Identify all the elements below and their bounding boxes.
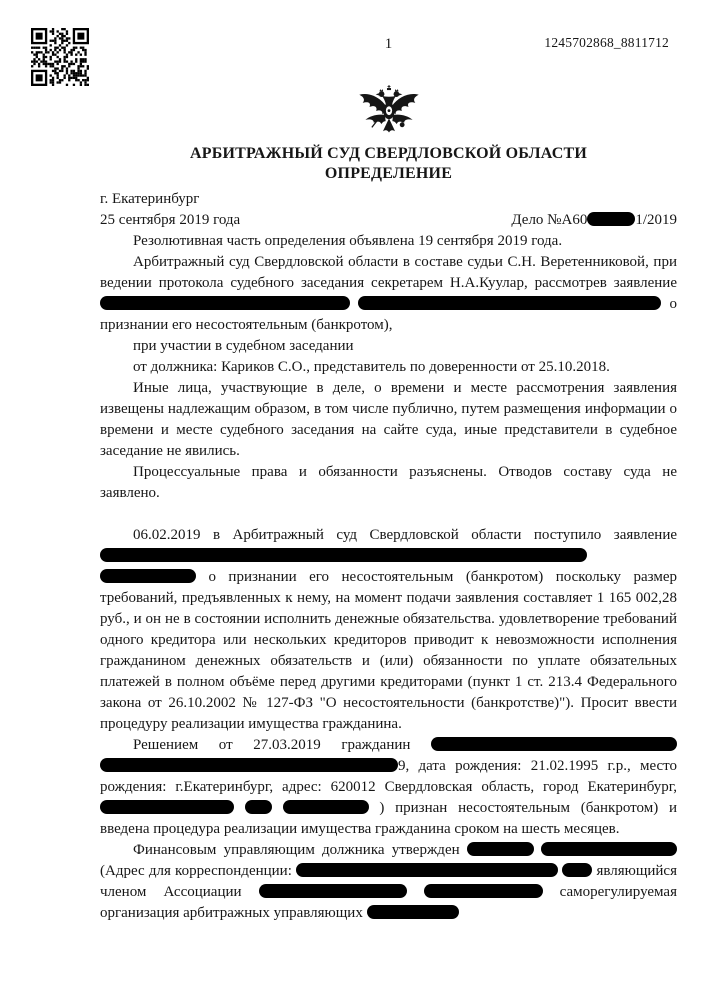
text-segment: Финансовым управляющим должника утвержден	[133, 842, 467, 858]
text-segment: от должника: Кариков С.О., представитель по доверенности от 25.10.2018.	[133, 359, 610, 375]
date-line: 25 сентября 2019 года	[100, 212, 241, 228]
redaction-bar	[562, 863, 592, 877]
document-type-title: ОПРЕДЕЛЕНИЕ	[324, 165, 453, 182]
redaction-bar	[100, 548, 587, 562]
paragraph	[100, 840, 677, 924]
redaction-bar	[587, 212, 635, 226]
paragraph	[100, 462, 677, 504]
text-segment: 9, дата рождения: 21.02.1995 г.р., место рождения: г.Екатеринбург, адрес: 620012 Свердловская область, город Екатеринбург,	[100, 758, 677, 795]
paragraph	[100, 357, 677, 378]
court-name: АРБИТРАЖНЫЙ СУД СВЕРДЛОВСКОЙ ОБЛАСТИ	[189, 145, 588, 162]
text-segment: Иные лица, участвующие в деле, о времени и месте рассмотрения заявления извещены надлежащим образом, в том числе публично, путем размещения информации о времени и месте судебного заседания на сайте суда, иные представители в судебное заседание не явились.	[100, 380, 677, 459]
date-case-row	[100, 210, 677, 231]
paragraph	[100, 525, 677, 735]
text-segment: (Адрес для корреспонденции:	[100, 863, 297, 879]
text-segment: о признании его несостоятельным (банкротом),	[100, 296, 677, 333]
text-segment: при участии в судебном заседании	[133, 338, 354, 354]
redaction-bar	[424, 884, 543, 898]
paragraph	[100, 378, 677, 462]
redaction-bar	[245, 800, 272, 814]
redaction-bar	[541, 842, 677, 856]
text-segment: Арбитражный суд Свердловской области в составе судьи С.Н. Веретенниковой, при ведении протокола судебного заседания секретарем Н.А.Куулар, рассмотрев заявление	[100, 254, 677, 291]
redaction-bar	[100, 758, 398, 772]
qr-code-icon	[31, 28, 89, 86]
redaction-bar	[100, 800, 234, 814]
redaction-bar	[296, 863, 558, 877]
case-number	[511, 210, 677, 231]
case-number-suffix: 1/2019	[635, 212, 677, 228]
text-segment: саморегулируемая организация арбитражных управляющих	[100, 884, 677, 921]
redaction-bar	[100, 569, 196, 583]
text-segment	[272, 800, 283, 816]
text-segment: Резолютивная часть определения объявлена 19 сентября 2019 года.	[133, 233, 563, 249]
text-segment	[534, 842, 541, 858]
redaction-bar	[358, 296, 661, 310]
document-id: 1245702868_8811712	[544, 35, 669, 50]
coat-of-arms-icon	[355, 84, 423, 142]
text-segment: Решением от 27.03.2019 гражданин	[133, 737, 431, 753]
paragraph	[100, 336, 677, 357]
text-segment	[350, 296, 358, 312]
text-segment: о признании его несостоятельным (банкротом) поскольку размер требований, предъявленных к нему, на момент подачи заявления составляет 1 165 002,28 руб., и он не в состоянии исполнить денежные обязательства. удовлетворение требований одного кредитора или нескольких кредиторов приводит к невозможности исполнения гражданином денежных обязательств и (или) обязанности по уплате обязательных платежей в полном объёме перед другими кредиторами (пункт 1 ст. 213.4 Федерального закона от 26.10.2002 № 127-ФЗ "О несостоятельности (банкротстве)"). Просит ввести процедуру реализации имущества гражданина.	[100, 569, 677, 732]
redaction-bar	[467, 842, 534, 856]
text-segment: являющийся членом Ассоциации	[100, 863, 677, 900]
page-number: 1	[384, 36, 393, 52]
redaction-bar	[100, 296, 350, 310]
text-segment: Процессуальные права и обязанности разъяснены. Отводов составу суда не заявлено.	[100, 464, 677, 501]
paragraph	[100, 252, 677, 336]
document-content	[100, 84, 677, 924]
text-segment: ) признан несостоятельным (банкротом) и введена процедура реализации имущества гражданина сроком на шесть месяцев.	[100, 800, 677, 837]
text-segment: 06.02.2019 в Арбитражный суд Свердловской области поступило заявление	[133, 527, 677, 543]
redaction-bar	[283, 800, 369, 814]
paragraph	[100, 735, 677, 840]
redaction-bar	[431, 737, 677, 751]
text-segment	[407, 884, 424, 900]
text-segment	[234, 800, 245, 816]
city-line: г. Екатеринбург	[100, 191, 200, 207]
document-body	[100, 231, 677, 924]
paragraph	[100, 231, 677, 252]
redaction-bar	[367, 905, 459, 919]
redaction-bar	[259, 884, 407, 898]
case-number-prefix: Дело №А60	[511, 212, 588, 228]
